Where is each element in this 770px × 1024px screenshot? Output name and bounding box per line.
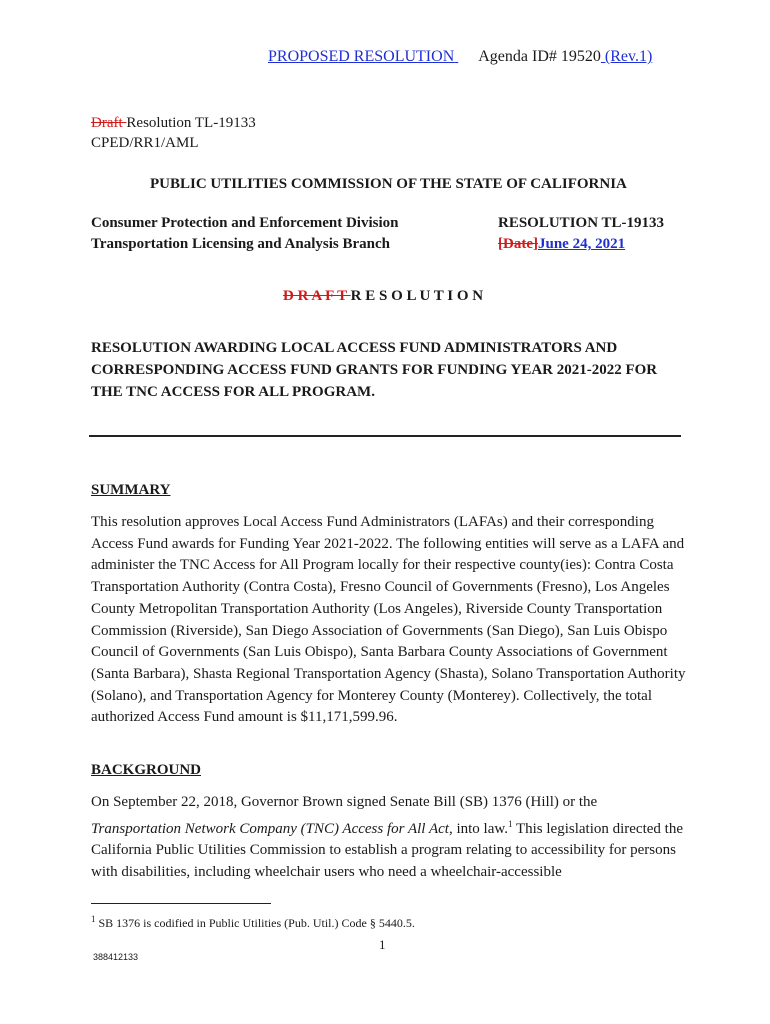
resolution-title: RESOLUTION AWARDING LOCAL ACCESS FUND ADMINISTRATORS AND CORRESPONDING ACCESS FUND GRANTS FOR FUNDING YEAR 2021-2022 FOR THE TNC ACCESS FOR ALL PROGRAM. (91, 340, 658, 400)
commission-name: PUBLIC UTILITIES COMMISSION OF THE STATE OF CALIFORNIA (150, 176, 627, 192)
footnote (91, 914, 415, 931)
resolution-date-value: June 24, 2021 (537, 236, 626, 252)
resolution-date (498, 236, 625, 253)
footnote-reference: 1 (507, 818, 513, 829)
background-part2: , into law. (448, 820, 508, 837)
background-text (91, 792, 687, 884)
division-codes: CPED/RR1/AML (91, 135, 199, 151)
background-heading: BACKGROUND (91, 762, 202, 778)
page-number: 1 (379, 937, 386, 952)
draft-heading-strike: D R A F T (283, 288, 351, 304)
date-placeholder-strike: [Date] (498, 236, 538, 252)
resolution-number: RESOLUTION TL-19133 (498, 215, 665, 231)
division-name: Consumer Protection and Enforcement Division (91, 215, 399, 231)
footnote-text: SB 1376 is codified in Public Utilities (Pub. Util.) Code § 5440.5. (95, 916, 415, 930)
agenda-id: Agenda ID# 19520 (478, 48, 601, 65)
title-divider (89, 435, 681, 437)
footnote-marker: 1 (91, 914, 96, 924)
revision-label: (Rev.1) (600, 48, 653, 65)
background-part1: On September 22, 2018, Governor Brown signed Senate Bill (SB) 1376 (Hill) or the (91, 794, 598, 810)
summary-text: This resolution approves Local Access Fund Administrators (LAFAs) and their corresponding Access Fund awards for Funding Year 2021-2022. The following entities will serve as a LAFA and administer the TNC Access for All Program locally for their respective county(ies): Contra Costa Transportation Authority (Contra Costa), Fresno Council of Governments (Fresno), Los Angeles County Metropolitan Transportation Authority (Los Angeles), Riverside County Transportation Commission (Riverside), San Diego Association of Governments (San Diego), San Luis Obispo Council of Governments (San Luis Obispo), Santa Barbara County Associations of Government (Santa Barbara), Shasta Regional Transportation Agency (Shasta), Solano Transportation Authority (Solano), and Transportation Agency for Monterey County (Monterey). Collectively, the total authorized Access Fund amount is $11,171,599.96. (91, 514, 686, 726)
act-name: Transportation Network Company (TNC) Access for All Act (91, 820, 449, 837)
resolution-heading: R E S O L U T I O N (350, 288, 484, 304)
background-part3: This legislation directed the California Public Utilities Commission to establish a program relating to accessibility for persons with disabilities, including wheelchair users who need a wheelchair-accessible (91, 820, 683, 881)
resolution-line (91, 115, 256, 132)
summary-heading: SUMMARY (91, 482, 171, 498)
document-id: 388412133 (93, 952, 139, 962)
draft-strike: Draft (91, 115, 127, 131)
header-spacer (454, 48, 478, 66)
proposed-resolution-label: PROPOSED RESOLUTION (268, 48, 455, 65)
document-header (268, 48, 652, 66)
resolution-number-line: Resolution TL-19133 (126, 115, 256, 131)
branch-name: Transportation Licensing and Analysis Branch (91, 236, 390, 252)
footnote-divider (91, 903, 271, 904)
draft-resolution-heading (283, 288, 483, 305)
